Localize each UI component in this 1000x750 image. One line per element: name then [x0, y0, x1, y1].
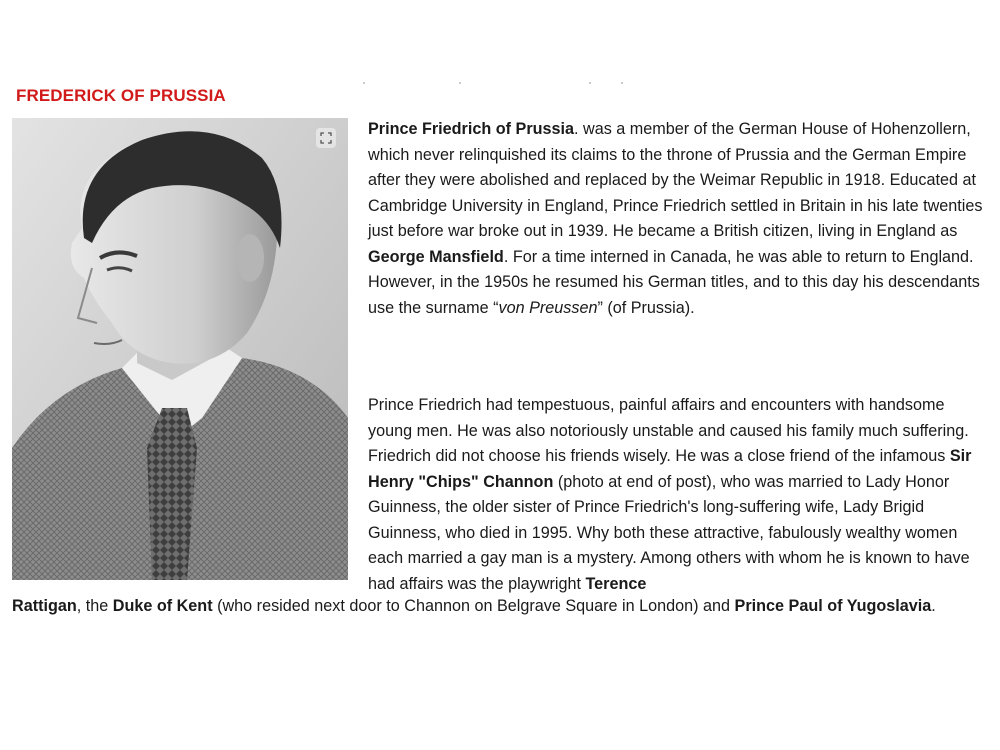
page-heading: FREDERICK OF PRUSSIA	[16, 86, 226, 105]
intro-paragraph	[368, 117, 990, 321]
expand-icon[interactable]	[316, 128, 336, 148]
portrait-photo	[12, 118, 348, 580]
scan-artifact	[360, 73, 640, 79]
channon-name: Sir Henry "Chips" Channon	[368, 447, 972, 491]
alias-name: George Mansfield	[368, 247, 504, 266]
text-run: . was a member of the German House of Hohenzollern, which never relinquished its claims to the throne of Prussia and the German Empire after they were abolished and replaced by the Weimar Republic in 1918. Educated at Cambridge University in England, Prince Friedrich settled in Britain in his late twenties just before war broke out in 1939. He became a British citizen, living in England as	[368, 120, 983, 240]
rattigan-name: Rattigan	[12, 597, 77, 615]
affairs-paragraph	[368, 393, 990, 597]
text-run: .	[931, 597, 936, 615]
kent-name: Duke of Kent	[112, 597, 213, 615]
text-run: . For a time interned in Canada, he was able to return to England. However, in the 1950s he resumed his German titles, and to this day his descendants use the surname “	[368, 247, 980, 317]
terence-name: Terence	[585, 574, 647, 593]
text-run: , the	[76, 597, 113, 615]
subject-name: Prince Friedrich of Prussia	[368, 120, 575, 138]
text-run: (photo at end of post), who was married to Lady Honor Guinness, the older sister of Prince Friedrich's long-suffering wife, Lady Brigid Guinness, who died in 1995. Why both these attractive, fabulously wealthy women each married a gay man is a mystery. Among others with whom he is known to have had affairs was the playwright	[368, 472, 970, 593]
prince-paul-name: Prince Paul of Yugoslavia	[734, 597, 932, 615]
surname: von Preussen	[498, 298, 598, 317]
text-run: (who resided next door to Channon on Belgrave Square in London) and	[212, 597, 735, 615]
affairs-paragraph-continued	[12, 594, 992, 620]
text-run: ” (of Prussia).	[597, 298, 695, 317]
text-run: Prince Friedrich had tempestuous, painful affairs and encounters with handsome young men. He was also notoriously unstable and caused his family much suffering. Friedrich did not choose his friends wisely. He was a close friend of the infamous	[368, 396, 969, 465]
